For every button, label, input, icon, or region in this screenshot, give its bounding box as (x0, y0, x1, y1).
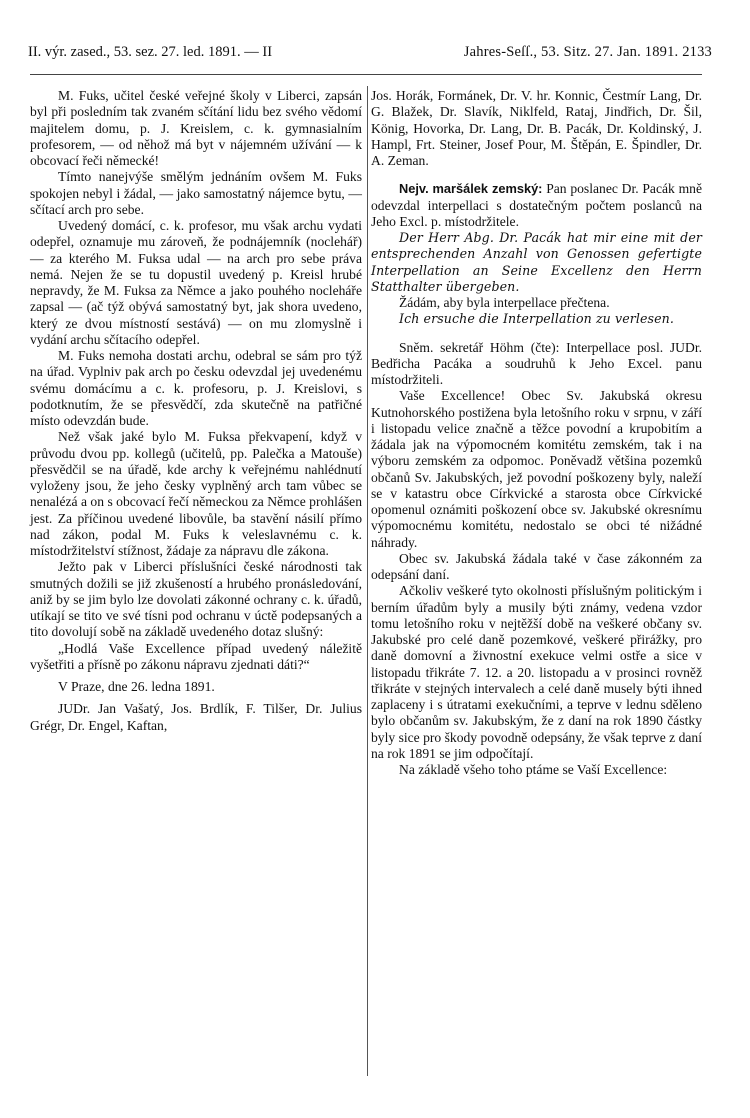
speaker-name: Nejv. maršálek zemský: (399, 181, 543, 197)
signatures: JUDr. Jan Vašatý, Jos. Brdlík, F. Tilšer, Dr. Julius Grégr, Dr. Engel, Kaftan, (30, 701, 362, 733)
paragraph: M. Fuks, učitel české veřejné školy v Liberci, zapsán byl při posledním tak zvaném sčítání lidu bez svého vědomí majitelem domu, p. J. Kreislem, c. k. gymnasialním profesorem, — od něhož má byt v nájemném užívání — k obcovací řeči německé! (30, 88, 362, 168)
speech-text: (čte): Interpellace posl. JUDr. Bedřicha Pacáka a soudruhů k Jeho Excel. panu místodržiteli. (371, 339, 702, 387)
paragraph: Tímto nanejvýše smělým jednáním ovšem M. Fuks spokojen nebyl i žádal, — jako samostatný nájemce bytu, — sčítací arch pro sebe. (30, 169, 362, 217)
paragraph: Uvedený domácí, c. k. profesor, mu však archu vydati odepřel, oznamuje mu zároveň, že podnájemník (noclehář) — za kterého M. Fuksa udal — na arch pro sebe práva nemá. Nejen že se tu dopustil uvedený p. Kreisl hrubé nepravdy, že M. Fuksa za Němce a jako pouhého nocleháře zapsal — (ač týž obývá samostatný byt, jak shora uvedeno, který ze dvou místností sestává) — on mu zlomyslně i vydání archu sčítacího odepřel. (30, 218, 362, 347)
header-left: II. výr. zased., 53. sez. 27. led. 1891. — II (28, 44, 273, 60)
speech-text: Pan poslanec Dr. Pacák mně odevzdal interpellaci s dostatečným počtem poslanců na Jeho Excl. p. místodržitele. (371, 181, 702, 229)
paragraph: Než však jaké bylo M. Fuksa překvapení, když v průvodu dvou pp. kollegů (učitelů, pp. Palečka a Matouše) přesvědčil se na úřadě, kde archy k veřejnému nahlédnutí vyloženy jsou, že jeho česky vyplněný arch tam vůbec se nenalézá a on s obcovací řečí německou za Němce prohlášen jest. Za příčinou uvedené libovůle, ba stavění násilí přímo nad zákon, podal M. Fuks k veleslavnému c. k. místodržitelství stížnost, žádaje za nápravu dle zákona. (30, 429, 362, 558)
page-header (28, 44, 712, 62)
paragraph: Obec sv. Jakubská žádala také v čase zákonném za odepsání daní. (371, 550, 702, 582)
marshal-statement (371, 181, 702, 230)
paragraph: Ačkoliv veškeré tyto okolnosti příslušným politickým i berním úřadům byly a musily býti známy, vedena vzdor tomu letošního roku v nejtěžší době na veškeré občany sv. Jakubské pro celé daně pozemkové, veškeré přirážky, pro daně domovní a živnostní exekuce velmi ostře a sice v listopadu třikráte 7. 12. a 20. listopadu a v prosinci rovněž třikráte v stejných intervalech a celé daně musely býti ihned zaplaceny i s útratami exekučními, a teprve v lednu sděleno bylo občanům sv. Jakubským, že z daní na rok 1890 částky byly sice pro škody povodně odepsány, že však teprve z daní na rok 1891 se jim odpočítají. (371, 583, 702, 761)
question-quote: „Hodlá Vaše Excellence případ uvedený náležitě vyšetřiti a přísně po zákonu nápravu zjednati dáti?“ (30, 640, 362, 672)
speaker-name: Sněm. sekretář Höhm (399, 339, 524, 355)
signatories-list: Jos. Horák, Formánek, Dr. V. hr. Konnic, Čestmír Lang, Dr. G. Blažek, Dr. Slavík, Niklfeld, Rataj, Jindřich, Dr. Šil, König, Hovorka, Dr. Lang, Dr. B. Pacák, Dr. Koldinský, J. Hampl, Frt. Steiner, Josef Pour, M. Štěpán, E. Špindler, Dr. A. Zeman. (371, 88, 702, 168)
paragraph: Vaše Excellence! Obec Sv. Jakubská okresu Kutnohorského postižena byla letošního roku v srpnu, v září i listopadu velice značně a těžce povodní a krupobitím a žádala jak na výpomocném komitétu zemském, tak i na výboru zemském za odpomoc. Poněvadž většina pozemků občanů Sv. Jakubských, jež povodní poškozeny byly, naleží se v katastru obce Církvické a starosta obce Církvické opomenul oznámiti poškození obce sv. Jakubské okresnímu výpomocnému komitétu, nedostalo se obci té nižádné náhrady. (371, 388, 702, 550)
header-rule (30, 74, 702, 75)
german-statement: Der Herr Abg. Dr. Pacák hat mir eine mit der entsprechenden Anzahl von Genossen gefertigte Interpellation an Seine Excellenz den Herrn Statthalter übergeben. (371, 230, 702, 294)
secretary-statement (371, 340, 702, 389)
paragraph: Ježto pak v Liberci příslušníci české národnosti tak smutných dožili se již zkušeností a hrubého pronásledování, aniž by se jim bylo lze dovolati zákonné ochrany c. k. úřadů, utíkají se tito ve své tísni pod ochranu v úctě podepsaných a tito dovolují sobě na základě uvedeného dotaz slušný: (30, 559, 362, 640)
column-divider (367, 86, 368, 1076)
date-line: V Praze, dne 26. ledna 1891. (58, 679, 215, 694)
header-right: Jahres-Seſſ., 53. Sitz. 27. Jan. 1891. 2133 (463, 44, 712, 60)
left-column (30, 88, 362, 734)
request-czech: Žádám, aby byla interpellace přečtena. (399, 295, 610, 310)
paragraph: Na základě všeho toho ptáme se Vaší Excellence: (399, 762, 668, 777)
right-column (371, 88, 702, 778)
paragraph: M. Fuks nemoha dostati archu, odebral se sám pro týž na úřad. Vyplniv pak arch po česku odevzdal jej uvedenému svému domácímu a c. k. profesoru, p. J. Kreislovi, s podotknutím, že se přesvědčí, zda skutečně na patřičné místo odevzdán bude. (30, 348, 362, 428)
request-german: Ich ersuche die Interpellation zu verlesen. (399, 311, 674, 327)
